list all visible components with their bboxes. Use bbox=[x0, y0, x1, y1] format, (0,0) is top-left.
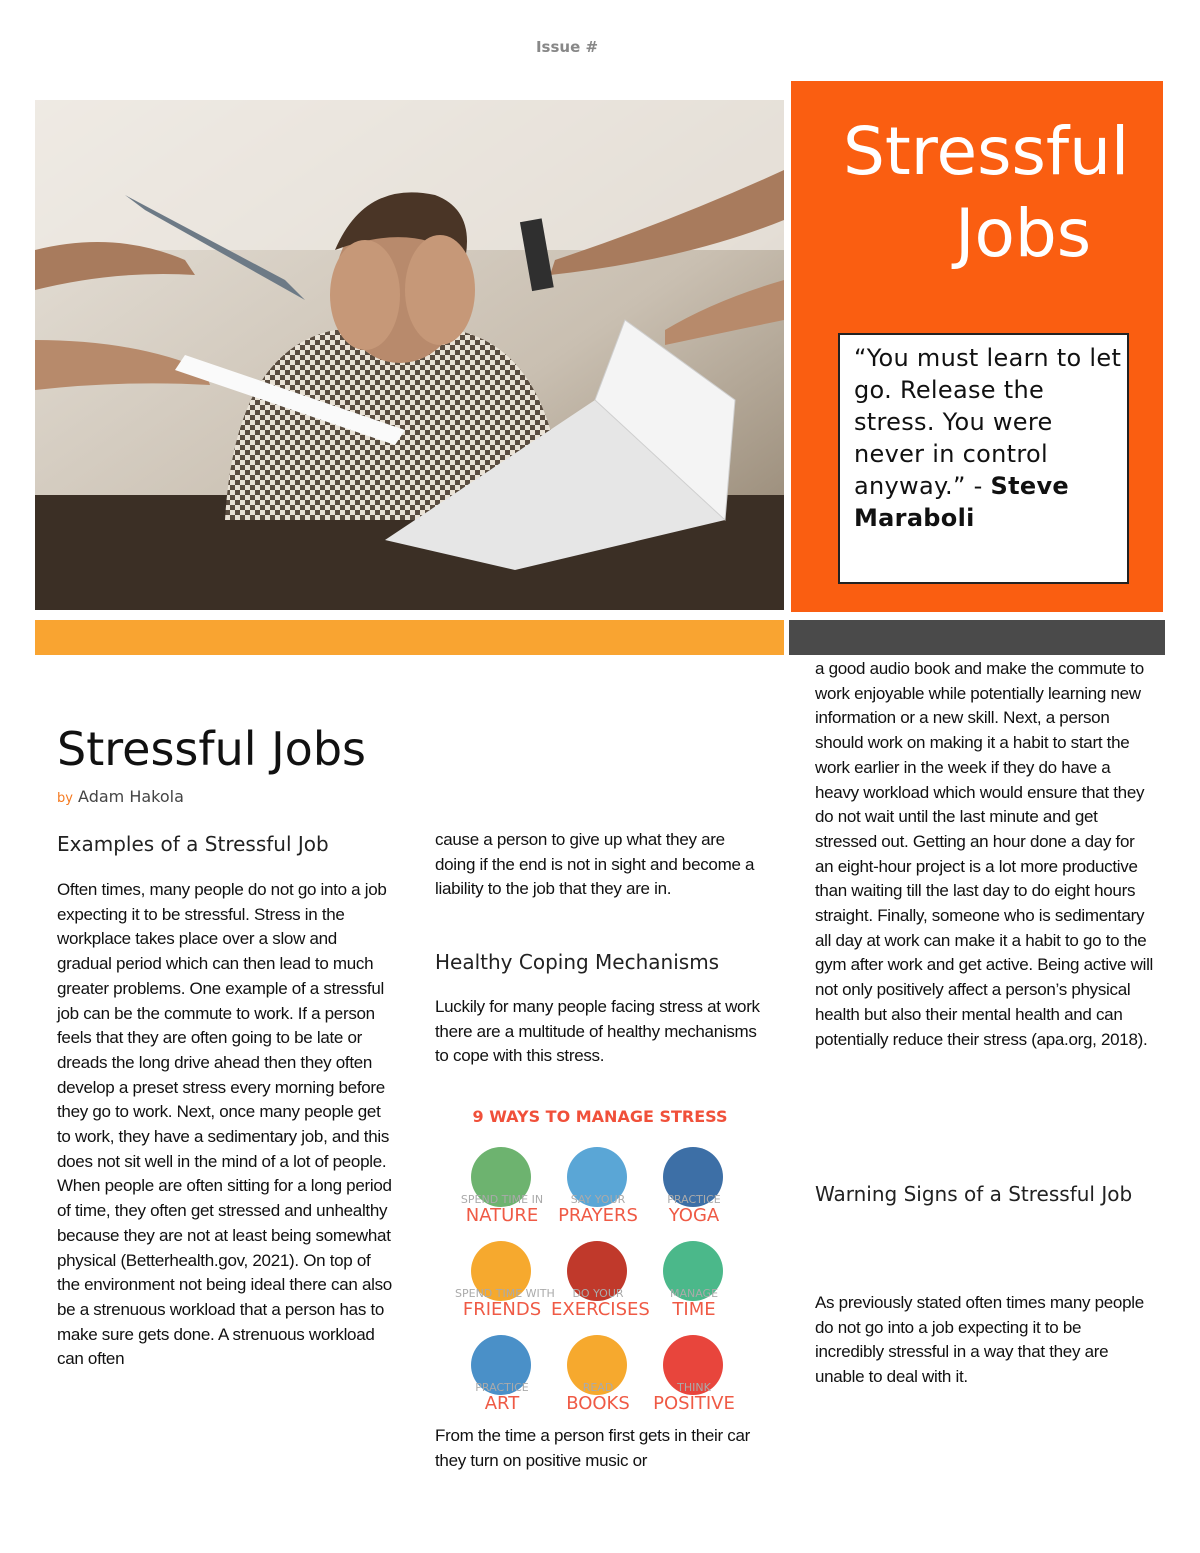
infographic-item bbox=[455, 1229, 555, 1325]
infographic-item bbox=[455, 1323, 549, 1419]
infographic-small-label: SAY YOUR bbox=[570, 1193, 626, 1206]
infographic-small-label: DO YOUR bbox=[572, 1287, 624, 1300]
infographic-item bbox=[455, 1135, 549, 1231]
infographic-small-label: SPEND TIME WITH bbox=[455, 1287, 555, 1300]
stress-infographic bbox=[455, 1105, 755, 1415]
heading-warning: Warning Signs of a Stressful Job bbox=[815, 1182, 1133, 1206]
infographic-big-label: YOGA bbox=[668, 1205, 720, 1226]
infographic-item bbox=[647, 1135, 741, 1231]
infographic-item bbox=[551, 1229, 650, 1325]
cover-title-line2: Jobs bbox=[955, 195, 1092, 272]
infographic-small-label: PRACTICE bbox=[475, 1381, 529, 1394]
byline bbox=[57, 787, 184, 806]
infographic-big-label: PRAYERS bbox=[558, 1205, 638, 1226]
cover-title-line1: Stressful bbox=[843, 113, 1130, 190]
issue-number: Issue # bbox=[535, 38, 599, 56]
paragraph-coping-2: From the time a person first gets in their car they turn on positive music or bbox=[435, 1426, 750, 1470]
quote-author: Steve Maraboli bbox=[854, 472, 1069, 532]
infographic-item bbox=[551, 1323, 645, 1419]
quote-text: “You must learn to let go. Release the stress. You were never in control anyway.” - bbox=[854, 344, 1122, 500]
infographic-big-label: FRIENDS bbox=[462, 1299, 542, 1320]
accent-bar-orange bbox=[35, 620, 784, 655]
infographic-small-label: READ bbox=[582, 1381, 614, 1394]
infographic-small-label: SPEND TIME IN bbox=[460, 1193, 544, 1206]
infographic-small-label: PRACTICE bbox=[667, 1193, 721, 1206]
cover-photo bbox=[35, 100, 784, 610]
article-title: Stressful Jobs bbox=[57, 722, 366, 776]
quote bbox=[854, 342, 1122, 534]
infographic-big-label: NATURE bbox=[465, 1205, 539, 1226]
accent-bar-dark bbox=[789, 620, 1165, 655]
infographic-item bbox=[551, 1135, 645, 1231]
paragraph-examples: Often times, many people do not go into a job expecting it to be stressful. Stress in the workplace takes place over a slow and gradual period which can then lead to much greater problems. One example of a stressful job can be the commute to work. If a person feels that they are often going to be late or dreads the long drive ahead then they often develop a preset stress every morning before they go to work. Next, once many people get to work, they have a sedimentary job, and this does not sit well in the mind of a lot of people. When people are often sitting for a long period of time, they often get stressed and unhealthy because they are not at least being somewhat physical (Betterhealth.gov, 2021). On top of the environment not being ideal there can also be a strenuous workload that a person has to make sure gets done. A strenuous workload can often bbox=[57, 880, 392, 1369]
infographic-small-label: THINK bbox=[677, 1381, 711, 1394]
byline-author: Adam Hakola bbox=[78, 787, 184, 806]
byline-by: by bbox=[57, 791, 73, 806]
infographic-small-label: MANAGE bbox=[669, 1287, 719, 1300]
infographic-big-label: BOOKS bbox=[566, 1393, 630, 1414]
infographic-item bbox=[647, 1229, 741, 1325]
paragraph-coping-continued: a good audio book and make the commute to work enjoyable while potentially learning new information or a new skill. Next, a person should work on making it a habit to start the work earlier in the week if they do have a heavy workload which would ensure that they do not wait until the last minute and get stressed out. Getting an hour done a day for an eight-hour project is a lot more productive than waiting till the last day to do eight hours straight. Finally, someone who is sedimentary all day at work can make it a habit to go to the gym after work and get active. Being active will not only positively affect a person’s physical health but also their mental health and can potentially reduce their stress (apa.org, 2018). bbox=[815, 659, 1154, 1049]
infographic-big-label: TIME bbox=[672, 1299, 716, 1320]
infographic-big-label: ART bbox=[484, 1393, 520, 1414]
heading-examples: Examples of a Stressful Job bbox=[57, 832, 329, 856]
paragraph-warning: As previously stated often times many people do not go into a job expecting it to be incredibly stressful in a way that they are unable to deal with it. bbox=[815, 1293, 1144, 1387]
paragraph-examples-continued: cause a person to give up what they are doing if the end is not in sight and become a liability to the job that they are in. bbox=[435, 830, 755, 899]
infographic-big-label: EXERCISES bbox=[551, 1299, 650, 1320]
infographic-title: 9 WAYS TO MANAGE STRESS bbox=[472, 1107, 728, 1126]
heading-coping: Healthy Coping Mechanisms bbox=[435, 950, 720, 974]
paragraph-coping: Luckily for many people facing stress at work there are a multitude of healthy mechanisms to cope with this stress. bbox=[435, 997, 760, 1066]
infographic-big-label: POSITIVE bbox=[653, 1393, 735, 1414]
stressed-man-illustration bbox=[35, 100, 784, 610]
infographic-item bbox=[647, 1323, 741, 1419]
